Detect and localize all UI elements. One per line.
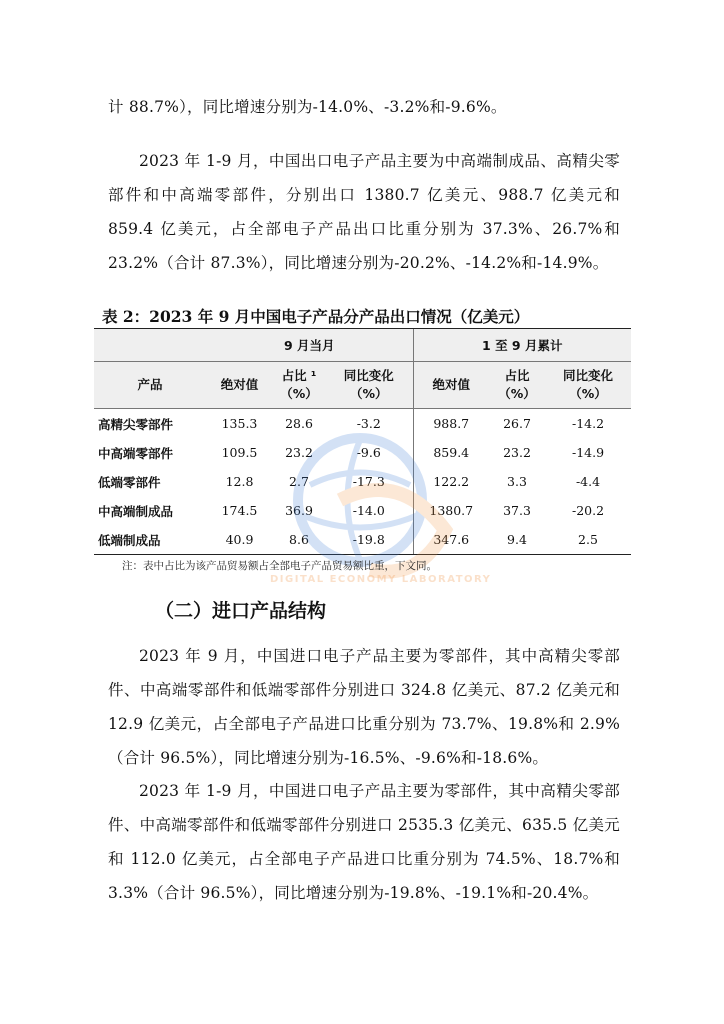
cell-ytd-yoy: -4.4 bbox=[575, 474, 601, 489]
cell-month-share: 28.6 bbox=[285, 416, 313, 431]
row-name: 中高端制成品 bbox=[98, 503, 174, 519]
cell-month-share: 36.9 bbox=[285, 503, 313, 518]
cell-month-yoy: -17.3 bbox=[352, 474, 385, 489]
cell-ytd-abs: 347.6 bbox=[413, 525, 489, 555]
table-group-header bbox=[94, 329, 631, 362]
cell-month-abs: 40.9 bbox=[206, 525, 273, 555]
section-heading: （二）进口产品结构 bbox=[155, 600, 327, 622]
table-row bbox=[94, 496, 631, 525]
cell-month-abs: 12.8 bbox=[225, 474, 254, 489]
cell-month-yoy: -14.0 bbox=[352, 503, 385, 518]
row-name: 低端制成品 bbox=[94, 525, 206, 555]
table-note: 注：表中占比为该产品贸易额占全部电子产品贸易额比重，下文同。 bbox=[122, 560, 437, 572]
table-row bbox=[94, 438, 631, 467]
cell-ytd-share: 23.2 bbox=[503, 445, 531, 460]
cell-month-abs: 109.5 bbox=[221, 445, 258, 460]
col-ytd-abs: 绝对值 bbox=[413, 362, 489, 409]
cell-ytd-abs: 859.4 bbox=[413, 438, 489, 467]
cell-ytd-abs: 122.2 bbox=[413, 467, 489, 496]
group-ytd-header: 1 至 9 月累计 bbox=[413, 329, 631, 362]
cell-ytd-abs: 988.7 bbox=[413, 409, 489, 439]
col-ytd-share: 占比 （%） bbox=[489, 362, 545, 409]
cell-ytd-share: 3.3 bbox=[507, 474, 527, 489]
table-row bbox=[94, 525, 631, 555]
cell-ytd-yoy: -20.2 bbox=[571, 503, 605, 518]
cell-ytd-yoy: 2.5 bbox=[545, 525, 631, 555]
paragraph-import-month: 2023 年 9 月，中国进口电子产品主要为零部件，其中高精尖零部件、中高端零部件和低端零部件分别进口 324.8 亿美元、87.2 亿美元和 12.9 亿美元，占全部电子产品进口比重分别为 73.7%、19.8%和 2.9%（合计 96.5%），同比增速分别为-16.5%、-9.6%和-18.6%。 bbox=[108, 647, 620, 767]
cell-month-share: 23.2 bbox=[285, 445, 313, 460]
col-product: 产品 bbox=[94, 362, 206, 409]
watermark-text: DIGITAL ECONOMY LABORATORY bbox=[270, 574, 492, 585]
cell-ytd-yoy: -14.9 bbox=[571, 445, 605, 460]
row-name: 高精尖零部件 bbox=[98, 416, 174, 432]
table-row bbox=[94, 467, 631, 496]
paragraph-export-month-end: 计 88.7%），同比增速分别为-14.0%、-3.2%和-9.6%。 bbox=[108, 98, 507, 116]
cell-month-yoy: -3.2 bbox=[356, 416, 381, 431]
group-month-header: 9 月当月 bbox=[206, 329, 413, 362]
export-by-product-table bbox=[94, 328, 631, 555]
cell-month-share: 8.6 bbox=[273, 525, 325, 555]
cell-month-share: 2.7 bbox=[289, 474, 309, 489]
cell-ytd-share: 26.7 bbox=[503, 416, 531, 431]
table-column-header bbox=[94, 362, 631, 409]
cell-ytd-share: 37.3 bbox=[503, 503, 531, 518]
cell-month-yoy: -19.8 bbox=[325, 525, 413, 555]
paragraph-export-ytd: 2023 年 1-9 月，中国出口电子产品主要为中高端制成品、高精尖零部件和中高端零部件，分别出口 1380.7 亿美元、988.7 亿美元和 859.4 亿美元，占全部电子产品出口比重分别为 37.3%、26.7%和 23.2%（合计 87.3%），同比增速分别为-20.2%、-14.2%和-14.9%。 bbox=[108, 152, 620, 272]
cell-ytd-yoy: -14.2 bbox=[571, 416, 605, 431]
col-month-abs: 绝对值 bbox=[206, 362, 273, 409]
table-caption: 表 2：2023 年 9 月中国电子产品分产品出口情况（亿美元） bbox=[102, 307, 530, 326]
cell-month-yoy: -9.6 bbox=[356, 445, 381, 460]
cell-ytd-abs: 1380.7 bbox=[413, 496, 489, 525]
col-ytd-yoy: 同比变化 （%） bbox=[545, 362, 631, 409]
cell-month-abs: 174.5 bbox=[221, 503, 258, 518]
table-row bbox=[94, 409, 631, 439]
row-name: 低端零部件 bbox=[98, 474, 161, 490]
cell-ytd-share: 9.4 bbox=[489, 525, 545, 555]
paragraph-import-ytd: 2023 年 1-9 月，中国进口电子产品主要为零部件，其中高精尖零部件、中高端零部件和低端零部件分别进口 2535.3 亿美元、635.5 亿美元和 112.0 亿美元，占全部电子产品进口比重分别为 74.5%、18.7%和 3.3%（合计 96.5%），同比增速分别为-19.8%、-19.1%和-20.4%。 bbox=[108, 782, 620, 902]
col-month-yoy: 同比变化 （%） bbox=[325, 362, 413, 409]
col-month-share: 占比 ¹ （%） bbox=[273, 362, 325, 409]
cell-month-abs: 135.3 bbox=[221, 416, 258, 431]
row-name: 中高端零部件 bbox=[98, 445, 174, 461]
